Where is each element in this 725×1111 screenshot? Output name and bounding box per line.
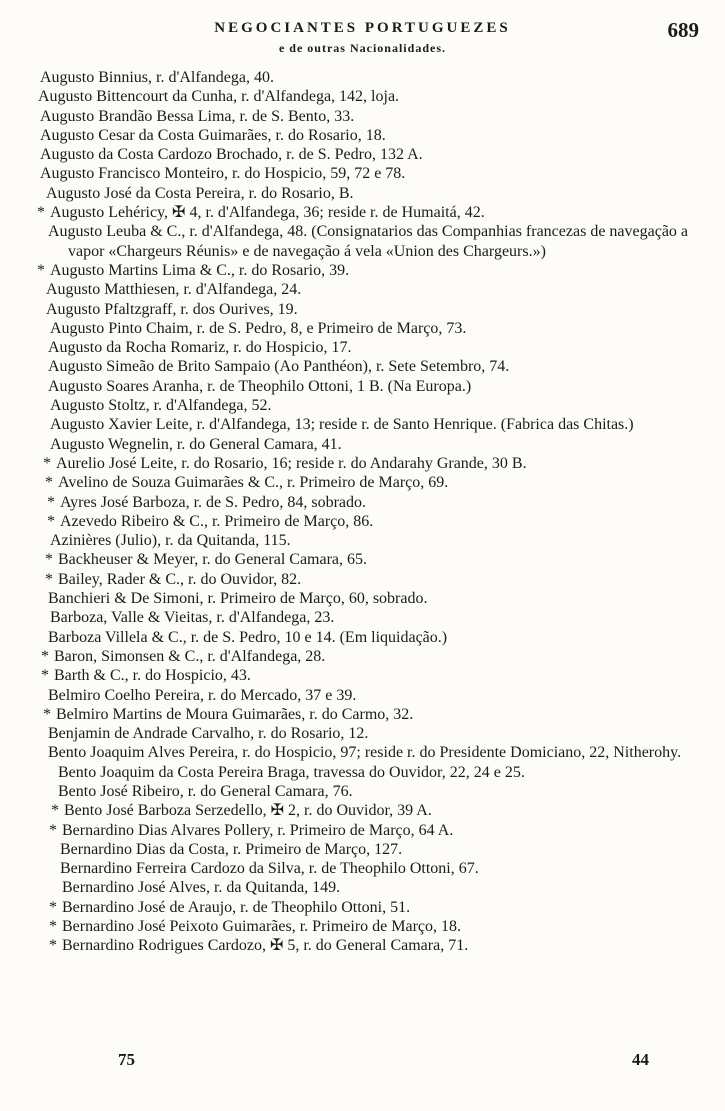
directory-entry <box>0 126 725 145</box>
entry-text: Augusto Pinto Chaim, r. de S. Pedro, 8, e Primeiro de Março, 73. <box>50 319 467 337</box>
directory-entry <box>0 493 725 512</box>
footer-signature-left: 75 <box>118 1050 135 1069</box>
entry-marker: * <box>45 474 53 492</box>
directory-entry <box>0 647 725 666</box>
entry-marker: * <box>49 918 57 936</box>
entry-text: Bernardino Rodrigues Cardozo, ✠ 5, r. do General Camara, 71. <box>62 937 469 955</box>
directory-entry <box>0 801 725 820</box>
directory-entry <box>0 705 725 724</box>
directory-entry <box>0 763 725 782</box>
entry-marker: * <box>41 647 49 665</box>
entry-text: Barth & C., r. do Hospicio, 43. <box>54 667 251 685</box>
entry-text: Benjamin de Andrade Carvalho, r. do Rosario, 12. <box>48 725 369 743</box>
directory-entry <box>0 666 725 685</box>
directory-entry <box>0 454 725 473</box>
entry-text: Banchieri & De Simoni, r. Primeiro de Março, 60, sobrado. <box>48 590 428 608</box>
page-title: NEGOCIANTES PORTUGUEZES <box>214 20 511 36</box>
directory-entry <box>0 107 725 126</box>
directory-entry <box>0 589 725 608</box>
entry-text: Augusto Wegnelin, r. do General Camara, 41. <box>50 435 342 453</box>
entry-text: Bento José Barboza Serzedello, ✠ 2, r. do Ouvidor, 39 A. <box>64 802 432 820</box>
directory-entry <box>0 87 725 106</box>
directory-entry <box>0 840 725 859</box>
entry-text: Augusto Matthiesen, r. d'Alfandega, 24. <box>46 281 302 299</box>
directory-entry <box>0 203 725 222</box>
page-subtitle: e de outras Nacionalidades. <box>278 41 446 55</box>
directory-entry <box>0 570 725 589</box>
entry-text: Augusto Martins Lima & C., r. do Rosario, 39. <box>50 261 350 279</box>
entry-text: Augusto Lehéricy, ✠ 4, r. d'Alfandega, 36; reside r. de Humaitá, 42. <box>50 204 485 222</box>
directory-entry <box>0 280 725 299</box>
directory-entry <box>0 512 725 531</box>
directory-entry <box>0 68 725 87</box>
entry-marker: * <box>49 898 57 916</box>
entry-marker: * <box>49 821 57 839</box>
entry-text: Barboza, Valle & Vieitas, r. d'Alfandega, 23. <box>50 609 335 627</box>
directory-entry <box>0 782 725 801</box>
entry-text: Bento José Ribeiro, r. do General Camara, 76. <box>58 782 353 800</box>
entry-marker: * <box>43 454 51 472</box>
directory-entry <box>0 917 725 936</box>
directory-entry <box>0 936 725 955</box>
entry-text: Bernardino Ferreira Cardozo da Silva, r. de Theophilo Ottoni, 67. <box>60 860 479 878</box>
directory-entry <box>0 743 725 762</box>
directory-entry <box>0 415 725 434</box>
page-number: 689 <box>667 18 699 42</box>
entry-text: Aurelio José Leite, r. do Rosario, 16; reside r. do Andarahy Grande, 30 B. <box>56 454 527 472</box>
entry-text: Augusto Brandão Bessa Lima, r. de S. Bento, 33. <box>40 107 355 125</box>
entry-list <box>0 68 725 956</box>
entry-text: Baron, Simonsen & C., r. d'Alfandega, 28. <box>54 647 326 665</box>
entry-text: Bento Joaquim da Costa Pereira Braga, travessa do Ouvidor, 22, 24 e 25. <box>58 763 525 781</box>
entry-text: Augusto Bittencourt da Cunha, r. d'Alfandega, 142, loja. <box>38 88 400 106</box>
entry-text: Augusto Cesar da Costa Guimarães, r. do Rosario, 18. <box>40 126 386 144</box>
directory-entry <box>0 878 725 897</box>
footer-signature-right: 44 <box>632 1050 649 1069</box>
entry-text: Avelino de Souza Guimarães & C., r. Primeiro de Março, 69. <box>58 474 449 492</box>
entry-marker: * <box>45 551 53 569</box>
entry-marker: * <box>47 512 55 530</box>
entry-text: Augusto Francisco Monteiro, r. do Hospicio, 59, 72 e 78. <box>40 165 406 183</box>
directory-entry <box>0 396 725 415</box>
entry-text: Bernardino Dias Alvares Pollery, r. Primeiro de Março, 64 A. <box>62 821 454 839</box>
directory-entry <box>0 319 725 338</box>
entry-text: Belmiro Coelho Pereira, r. do Mercado, 37 e 39. <box>48 686 357 704</box>
entry-text: Ayres José Barboza, r. de S. Pedro, 84, sobrado. <box>60 493 367 511</box>
entry-text: Augusto da Rocha Romariz, r. do Hospicio, 17. <box>48 339 352 357</box>
entry-text: Augusto Simeão de Brito Sampaio (Ao Panthéon), r. Sete Setembro, 74. <box>48 358 510 376</box>
entry-text: Augusto da Costa Cardozo Brochado, r. de S. Pedro, 132 A. <box>40 146 423 164</box>
directory-entry <box>0 357 725 376</box>
entry-marker: * <box>37 261 45 279</box>
directory-entry <box>0 898 725 917</box>
directory-entry <box>0 821 725 840</box>
entry-text: Bailey, Rader & C., r. do Ouvidor, 82. <box>58 570 302 588</box>
entry-text: Bento Joaquim Alves Pereira, r. do Hospicio, 97; reside r. do Presidente Domiciano, 22, Nitherohy. <box>48 744 682 762</box>
entry-marker: * <box>43 705 51 723</box>
entry-text: Augusto Xavier Leite, r. d'Alfandega, 13; reside r. de Santo Henrique. (Fabrica das Chitas.) <box>50 416 634 434</box>
directory-entry <box>0 550 725 569</box>
directory-entry <box>0 145 725 164</box>
entry-text: Bernardino Dias da Costa, r. Primeiro de Março, 127. <box>60 840 403 858</box>
entry-text: Azinières (Julio), r. da Quitanda, 115. <box>50 532 291 550</box>
directory-entry <box>0 222 725 261</box>
entry-marker: * <box>51 802 59 820</box>
entry-text: Augusto Binnius, r. d'Alfandega, 40. <box>40 69 274 86</box>
entry-text: Augusto Soares Aranha, r. de Theophilo Ottoni, 1 B. (Na Europa.) <box>48 377 472 395</box>
directory-entry <box>0 164 725 183</box>
entry-text: Barboza Villela & C., r. de S. Pedro, 10 e 14. (Em liquidação.) <box>48 628 448 646</box>
entry-marker: * <box>41 667 49 685</box>
directory-entry <box>0 686 725 705</box>
directory-entry <box>0 338 725 357</box>
directory-entry <box>0 300 725 319</box>
directory-entry <box>0 859 725 878</box>
entry-marker: * <box>37 204 45 222</box>
entry-text: Belmiro Martins de Moura Guimarães, r. do Carmo, 32. <box>56 705 414 723</box>
entry-marker: * <box>49 937 57 955</box>
entry-marker: * <box>47 493 55 511</box>
directory-entry <box>0 435 725 454</box>
directory-entry <box>0 531 725 550</box>
directory-entry <box>0 184 725 203</box>
directory-entry <box>0 724 725 743</box>
directory-entry <box>0 608 725 627</box>
entry-text: Augusto Stoltz, r. d'Alfandega, 52. <box>50 397 272 415</box>
directory-entry <box>0 377 725 396</box>
entry-text: Augusto Pfaltzgraff, r. dos Ourives, 19. <box>46 300 298 318</box>
directory-entry <box>0 628 725 647</box>
entry-text: Bernardino José de Araujo, r. de Theophilo Ottoni, 51. <box>62 898 411 916</box>
directory-entry <box>0 473 725 492</box>
entry-text: Augusto Leuba & C., r. d'Alfandega, 48. (Consignatarios das Companhias francezas de navegação a vapor «Chargeurs Réunis» e de navegação á vela «Union des Chargeurs.») <box>48 223 689 260</box>
entry-text: Augusto José da Costa Pereira, r. do Rosario, B. <box>46 184 354 202</box>
entry-marker: * <box>45 570 53 588</box>
entry-text: Bernardino José Peixoto Guimarães, r. Primeiro de Março, 18. <box>62 918 462 936</box>
entry-text: Backheuser & Meyer, r. do General Camara, 65. <box>58 551 368 569</box>
entry-text: Azevedo Ribeiro & C., r. Primeiro de Março, 86. <box>60 512 374 530</box>
directory-entry <box>0 261 725 280</box>
entry-text: Bernardino José Alves, r. da Quitanda, 149. <box>62 879 341 897</box>
